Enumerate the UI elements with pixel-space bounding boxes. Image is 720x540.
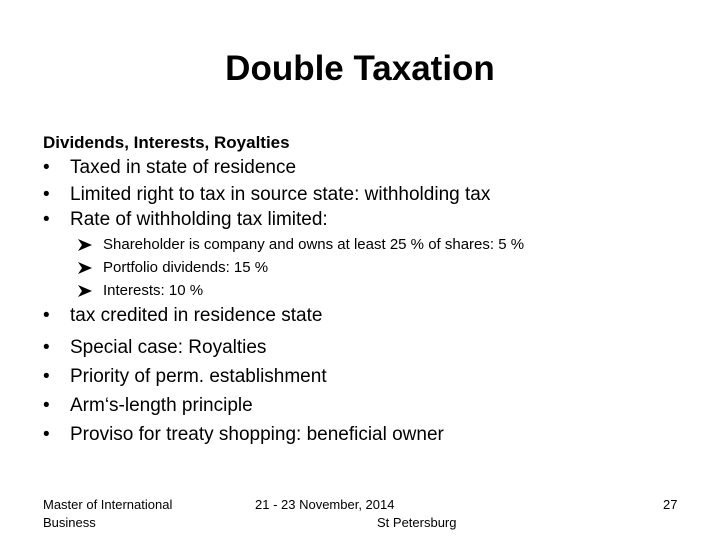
- bullet-dot-icon: •: [43, 366, 50, 387]
- footer-program-line2: Business: [43, 515, 96, 530]
- sub-bullet-text: Shareholder is company and owns at least 25 % of shares: 5 %: [103, 236, 525, 253]
- bullet-text: Taxed in state of residence: [70, 157, 297, 178]
- bullet-dot-icon: •: [43, 209, 50, 230]
- bullet-item: [43, 424, 444, 446]
- bullet-text: Priority of perm. establishment: [70, 366, 327, 387]
- arrowhead-bullet-icon: [77, 238, 103, 252]
- bullet-text: Limited right to tax in source state: withholding tax: [70, 184, 491, 205]
- bullet-dot-icon: •: [43, 424, 50, 445]
- arrowhead-bullet-icon: [77, 284, 103, 298]
- sub-bullet-text: Interests: 10 %: [103, 282, 204, 299]
- footer-program-line1: Master of International: [43, 497, 173, 512]
- bullet-dot-icon: •: [43, 305, 50, 326]
- bullet-text: Proviso for treaty shopping: beneficial owner: [70, 424, 444, 445]
- slide-title: Double Taxation: [225, 49, 495, 88]
- footer-date: 21 - 23 November, 2014: [255, 497, 395, 512]
- sub-bullet-item: [77, 236, 524, 254]
- section-heading: Dividends, Interests, Royalties: [43, 133, 290, 152]
- bullet-item: [43, 209, 328, 231]
- bullet-item: [43, 337, 266, 359]
- bullet-text: Arm‘s-length principle: [70, 395, 253, 416]
- bullet-item: [43, 366, 327, 388]
- bullet-text: Rate of withholding tax limited:: [70, 209, 328, 230]
- sub-bullet-text: Portfolio dividends: 15 %: [103, 259, 269, 276]
- sub-bullet-item: [77, 282, 203, 300]
- footer-program: [43, 496, 172, 532]
- bullet-text: Special case: Royalties: [70, 337, 267, 358]
- bullet-item: [43, 395, 253, 417]
- sub-bullet-item: [77, 259, 268, 277]
- arrowhead-bullet-icon: [77, 261, 103, 275]
- bullet-dot-icon: •: [43, 157, 50, 178]
- bullet-dot-icon: •: [43, 395, 50, 416]
- page-number: 27: [663, 497, 678, 512]
- bullet-item: [43, 157, 296, 179]
- bullet-dot-icon: •: [43, 337, 50, 358]
- bullet-text: tax credited in residence state: [70, 305, 323, 326]
- footer-city: St Petersburg: [377, 515, 457, 530]
- bullet-dot-icon: •: [43, 184, 50, 205]
- bullet-item: [43, 305, 322, 327]
- bullet-item: [43, 184, 490, 206]
